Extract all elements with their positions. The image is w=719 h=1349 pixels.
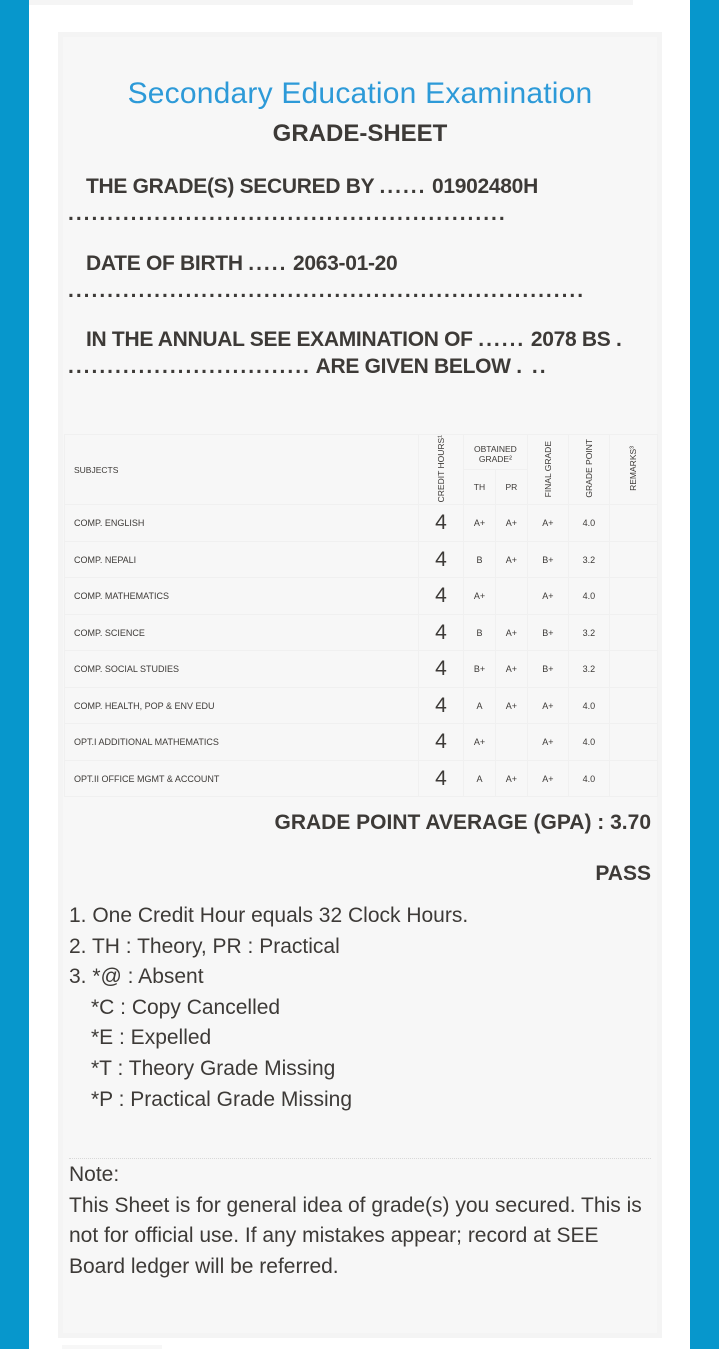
table-row (65, 760, 658, 797)
header-obtained-grade: OBTAINED GRADE² (464, 435, 528, 470)
pr-grade: A+ (495, 687, 527, 724)
pr-grade: A+ (495, 541, 527, 578)
note-text: This Sheet is for general idea of grade(s) you secured. This is not for official use. If any mistakes appear; record at SEE Board ledger will be referred. (69, 1193, 642, 1278)
grade-point: 4.0 (568, 760, 609, 797)
th-grade: A (464, 760, 496, 797)
table-row (65, 724, 658, 761)
exam-title: Secondary Education Examination (127, 77, 593, 110)
credit-hours: 4 (419, 651, 464, 688)
dob-line: DATE OF BIRTH ..... 2063-01-20 .................................................................. (68, 252, 586, 302)
final-grade: B+ (527, 541, 568, 578)
note-divider (69, 1158, 651, 1159)
subject-name: COMP. MATHEMATICS (65, 578, 419, 615)
subject-name: COMP. NEPALI (65, 541, 419, 578)
remarks (609, 724, 657, 761)
header-pr: PR (495, 470, 527, 505)
header-subjects: SUBJECTS (65, 435, 419, 505)
grade-point: 3.2 (568, 541, 609, 578)
table-row (65, 541, 658, 578)
legend-item: 2. TH : Theory, PR : Practical (69, 934, 340, 958)
th-grade: B (464, 614, 496, 651)
grade-point: 3.2 (568, 614, 609, 651)
remarks (609, 760, 657, 797)
credit-hours: 4 (419, 760, 464, 797)
exam-year: 2078 BS (530, 328, 611, 351)
remarks (609, 614, 657, 651)
grades-table (64, 434, 658, 797)
th-grade: A+ (464, 505, 496, 542)
subject-name: COMP. ENGLISH (65, 505, 419, 542)
th-grade: B+ (464, 651, 496, 688)
legend-item: *P : Practical Grade Missing (91, 1087, 353, 1111)
grade-point: 3.2 (568, 651, 609, 688)
subject-name: COMP. SCIENCE (65, 614, 419, 651)
gpa-label: GRADE POINT AVERAGE (GPA) : (274, 811, 605, 834)
secured-by-line: THE GRADE(S) SECURED BY ...... 01902480H ........................................................ (68, 175, 538, 225)
header-th: TH (464, 470, 496, 505)
note-section (69, 1160, 654, 1282)
grade-point: 4.0 (568, 724, 609, 761)
legend-list (69, 901, 468, 1115)
remarks (609, 578, 657, 615)
credit-hours: 4 (419, 724, 464, 761)
credit-hours: 4 (419, 687, 464, 724)
subject-name: OPT.II OFFICE MGMT & ACCOUNT (65, 760, 419, 797)
pr-grade (495, 578, 527, 615)
grade-sheet-panel (58, 32, 662, 1338)
table-row (65, 578, 658, 615)
legend-item: *E : Expelled (91, 1026, 212, 1050)
credit-hours: 4 (419, 614, 464, 651)
th-grade: B (464, 541, 496, 578)
credit-hours: 4 (419, 505, 464, 542)
pr-grade (495, 724, 527, 761)
dob-label: DATE OF BIRTH (86, 252, 243, 275)
pr-grade: A+ (495, 760, 527, 797)
header-final-grade: FINAL GRADE (542, 440, 553, 497)
dob-value: 2063-01-20 (292, 252, 398, 275)
legend-item: *C : Copy Cancelled (91, 995, 281, 1019)
final-grade: A+ (527, 687, 568, 724)
remarks (609, 687, 657, 724)
legend-item: 1. One Credit Hour equals 32 Clock Hours. (69, 904, 469, 927)
grade-sheet-heading: GRADE-SHEET (272, 120, 448, 147)
exam-line: IN THE ANNUAL SEE EXAMINATION OF ...... 2078 BS . ............................... ARE GIVEN BELOW . .. (68, 328, 624, 378)
final-grade: B+ (527, 651, 568, 688)
credit-hours: 4 (419, 541, 464, 578)
table-row (65, 651, 658, 688)
remarks (609, 651, 657, 688)
result-status: PASS (595, 862, 651, 885)
note-label: Note: (69, 1163, 120, 1186)
next-card-edge (62, 1345, 162, 1349)
th-grade: A+ (464, 578, 496, 615)
pr-grade: A+ (495, 505, 527, 542)
table-row (65, 687, 658, 724)
subject-name: COMP. SOCIAL STUDIES (65, 651, 419, 688)
table-row (65, 505, 658, 542)
final-grade: A+ (527, 724, 568, 761)
header-grade-point: GRADE POINT (583, 439, 594, 498)
th-grade: A+ (464, 724, 496, 761)
subject-name: COMP. HEALTH, POP & ENV EDU (65, 687, 419, 724)
symbol-number: 01902480H (432, 175, 538, 198)
legend-item: 3. *@ : Absent (69, 965, 204, 989)
given-below: ARE GIVEN BELOW (315, 355, 511, 378)
exam-label: IN THE ANNUAL SEE EXAMINATION OF (86, 328, 473, 351)
final-grade: B+ (527, 614, 568, 651)
secured-by-label: THE GRADE(S) SECURED BY (86, 175, 374, 198)
remarks (609, 505, 657, 542)
pr-grade: A+ (495, 614, 527, 651)
header-credit-hours: CREDIT HOURS¹ (436, 435, 446, 503)
subject-name: OPT.I ADDITIONAL MATHEMATICS (65, 724, 419, 761)
gpa-value: 3.70 (610, 811, 651, 834)
remarks (609, 541, 657, 578)
credit-hours: 4 (419, 578, 464, 615)
pr-grade: A+ (495, 651, 527, 688)
final-grade: A+ (527, 578, 568, 615)
final-grade: A+ (527, 505, 568, 542)
table-row (65, 614, 658, 651)
grade-point: 4.0 (568, 505, 609, 542)
legend-item: *T : Theory Grade Missing (91, 1056, 336, 1080)
gpa-line (274, 811, 651, 835)
previous-card-edge (29, 0, 633, 5)
grade-point: 4.0 (568, 687, 609, 724)
grade-point: 4.0 (568, 578, 609, 615)
th-grade: A (464, 687, 496, 724)
final-grade: A+ (527, 760, 568, 797)
header-remarks: REMARKS³ (628, 446, 639, 492)
